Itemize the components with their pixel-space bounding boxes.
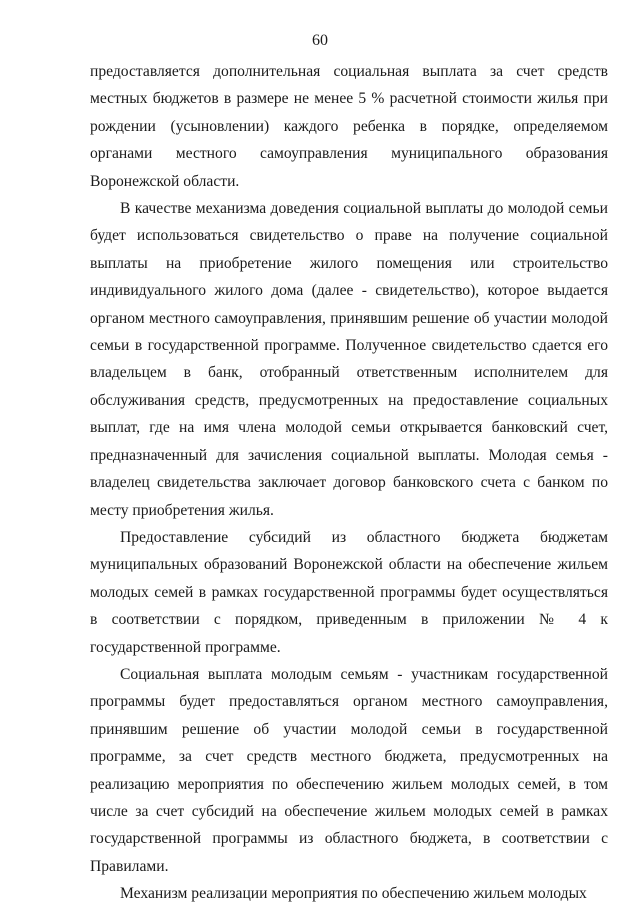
- page-number: 60: [312, 32, 328, 49]
- paragraph-continuation: предоставляется дополнительная социальная выплата за счет средств местных бюджетов в размере не менее 5 % расчетной стоимости жилья при рождении (усыновлении) каждого ребенка в порядке, определяемом органами местного самоуправления муниципального образования Воронежской области.: [90, 63, 608, 190]
- paragraph-social-payment: Социальная выплата молодым семьям - участникам государственной программы будет предоставляться органом местного самоуправления, принявшим решение об участии молодой семьи в государственной программе, за счет средств местного бюджета, предусмотренных на реализацию мероприятия по обеспечению жильем молодых семей, в том числе за счет субсидий на обеспечение жильем молодых семей в рамках государственной программы из областного бюджета, в соответствии с Правилами.: [90, 665, 608, 875]
- paragraph-subsidies: Предоставление субсидий из областного бюджета бюджетам муниципальных образований Воронежской области на обеспечение жильем молодых семей в рамках государственной программы будет осуществляться в соответствии с порядком, приведенным в приложении № 4 к государственной программе.: [90, 528, 608, 656]
- document-body: [90, 58, 608, 908]
- paragraph-certificate-mechanism: В качестве механизма доведения социальной выплаты до молодой семьи будет использоваться свидетельство о праве на получение социальной выплаты на приобретение жилого помещения или строительство индивидуального жилого дома (далее - свидетельство), которое выдается органом местного самоуправления, принявшим решение об участии молодой семьи в государственной программе. Полученное свидетельство сдается его владельцем в банк, отобранный ответственным исполнителем для обслуживания средств, предусмотренных на предоставление социальных выплат, где на имя члена молодой семьи открывается банковский счет, предназначенный для зачисления социальной выплаты. Молодая семья - владелец свидетельства заключает договор банковского счета с банком по месту приобретения жилья.: [90, 200, 608, 519]
- paragraph-implementation-mechanism: Механизм реализации мероприятия по обеспечению жильем молодых: [120, 885, 587, 903]
